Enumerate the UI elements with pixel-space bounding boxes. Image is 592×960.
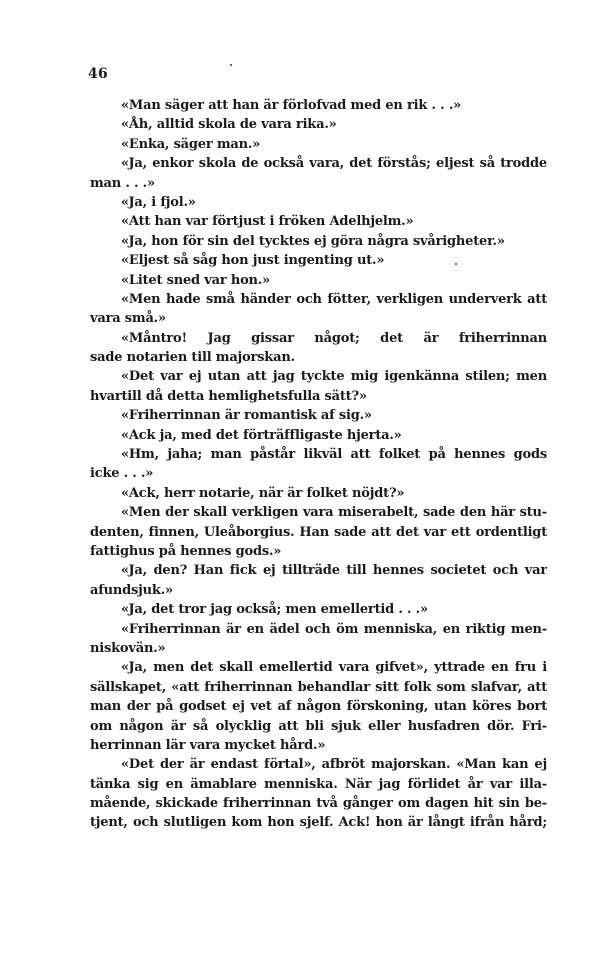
text-line: mående, skickade friherrinnan två gånger om dagen hit sin be- bbox=[90, 796, 547, 812]
text-line: denten, finnen, Uleåborgius. Han sade att det var ett ordentligt bbox=[90, 524, 547, 540]
text-line: om någon är så olycklig att bli sjuk eller husfadren dör. Fri- bbox=[90, 718, 547, 734]
body-text bbox=[90, 96, 547, 833]
text-line: «Enka, säger man.» bbox=[121, 136, 261, 152]
text-line: «Ack ja, med det förträffligaste hjerta.» bbox=[121, 427, 402, 443]
text-line: niskovän.» bbox=[90, 640, 166, 656]
text-line: «Åh, alltid skola de vara rika.» bbox=[121, 117, 337, 133]
text-line: «Ja, hon för sin del tycktes ej göra några svårigheter.» bbox=[121, 233, 505, 249]
text-line: «Friherrinnan är en ädel och öm menniska, en riktig men- bbox=[121, 621, 547, 637]
text-line: «Det der är endast förtal», afbröt majorskan. «Man kan ej bbox=[121, 757, 547, 773]
text-line: «Men hade små händer och fötter, verkligen underverk att bbox=[121, 291, 547, 307]
text-line: «Ja, den? Han fick ej tillträde till hennes societet och var bbox=[121, 563, 547, 579]
text-line: «Ja, men det skall emellertid vara gifvet», yttrade en fru i bbox=[121, 660, 547, 676]
text-line: afundsjuk.» bbox=[90, 582, 173, 598]
text-line: «Ja, det tror jag också; men emellertid . . .» bbox=[121, 602, 428, 618]
text-line: tänka sig en ämablare menniska. När jag förlidet år var illa- bbox=[90, 776, 547, 792]
text-line: man der på godset ej vet af någon förskoning, utan köres bort bbox=[90, 699, 547, 715]
text-line: vara små.» bbox=[90, 311, 166, 327]
text-line: sällskapet, «att friherrinnan behandlar sitt folk som slafvar, att bbox=[90, 679, 547, 695]
print-speck bbox=[230, 64, 232, 66]
text-line: «Att han var förtjust i fröken Adelhjelm.» bbox=[121, 214, 414, 230]
text-line: «Ack, herr notarie, när är folket nöjdt?» bbox=[121, 485, 405, 501]
text-line: icke . . .» bbox=[90, 466, 154, 482]
text-line: «Friherrinnan är romantisk af sig.» bbox=[121, 408, 372, 424]
text-line: «Ja, enkor skola de också vara, det förstås; eljest så trodde bbox=[121, 156, 547, 172]
text-line: herrinnan lär vara mycket hård.» bbox=[90, 737, 326, 753]
text-line: tjent, och slutligen kom hon sjelf. Ack! hon är långt ifrån hård; bbox=[90, 815, 547, 831]
text-line: «Litet sned var hon.» bbox=[121, 272, 271, 288]
text-line: «Eljest så såg hon just ingenting ut.» bbox=[121, 253, 385, 269]
text-line: sade notarien till majorskan. bbox=[90, 350, 295, 366]
text-line: fattighus på hennes gods.» bbox=[90, 543, 282, 559]
page-number: 46 bbox=[88, 66, 109, 82]
text-line: «Hm, jaha; man påstår likväl att folket på hennes gods bbox=[121, 447, 547, 463]
text-line: «Men der skall verkligen vara miserabelt, sade den här stu- bbox=[121, 505, 547, 521]
text-line: man . . .» bbox=[90, 175, 155, 191]
text-line: «Ja, i fjol.» bbox=[121, 194, 196, 210]
text-line: «Måntro! Jag gissar något; det är friherrinnan bbox=[121, 330, 547, 346]
text-line: «Det var ej utan att jag tyckte mig igenkänna stilen; men bbox=[121, 369, 547, 385]
text-line: hvartill då detta hemlighetsfulla sätt?» bbox=[90, 388, 367, 404]
text-line: «Man säger att han är förlofvad med en rik . . .» bbox=[121, 98, 462, 113]
